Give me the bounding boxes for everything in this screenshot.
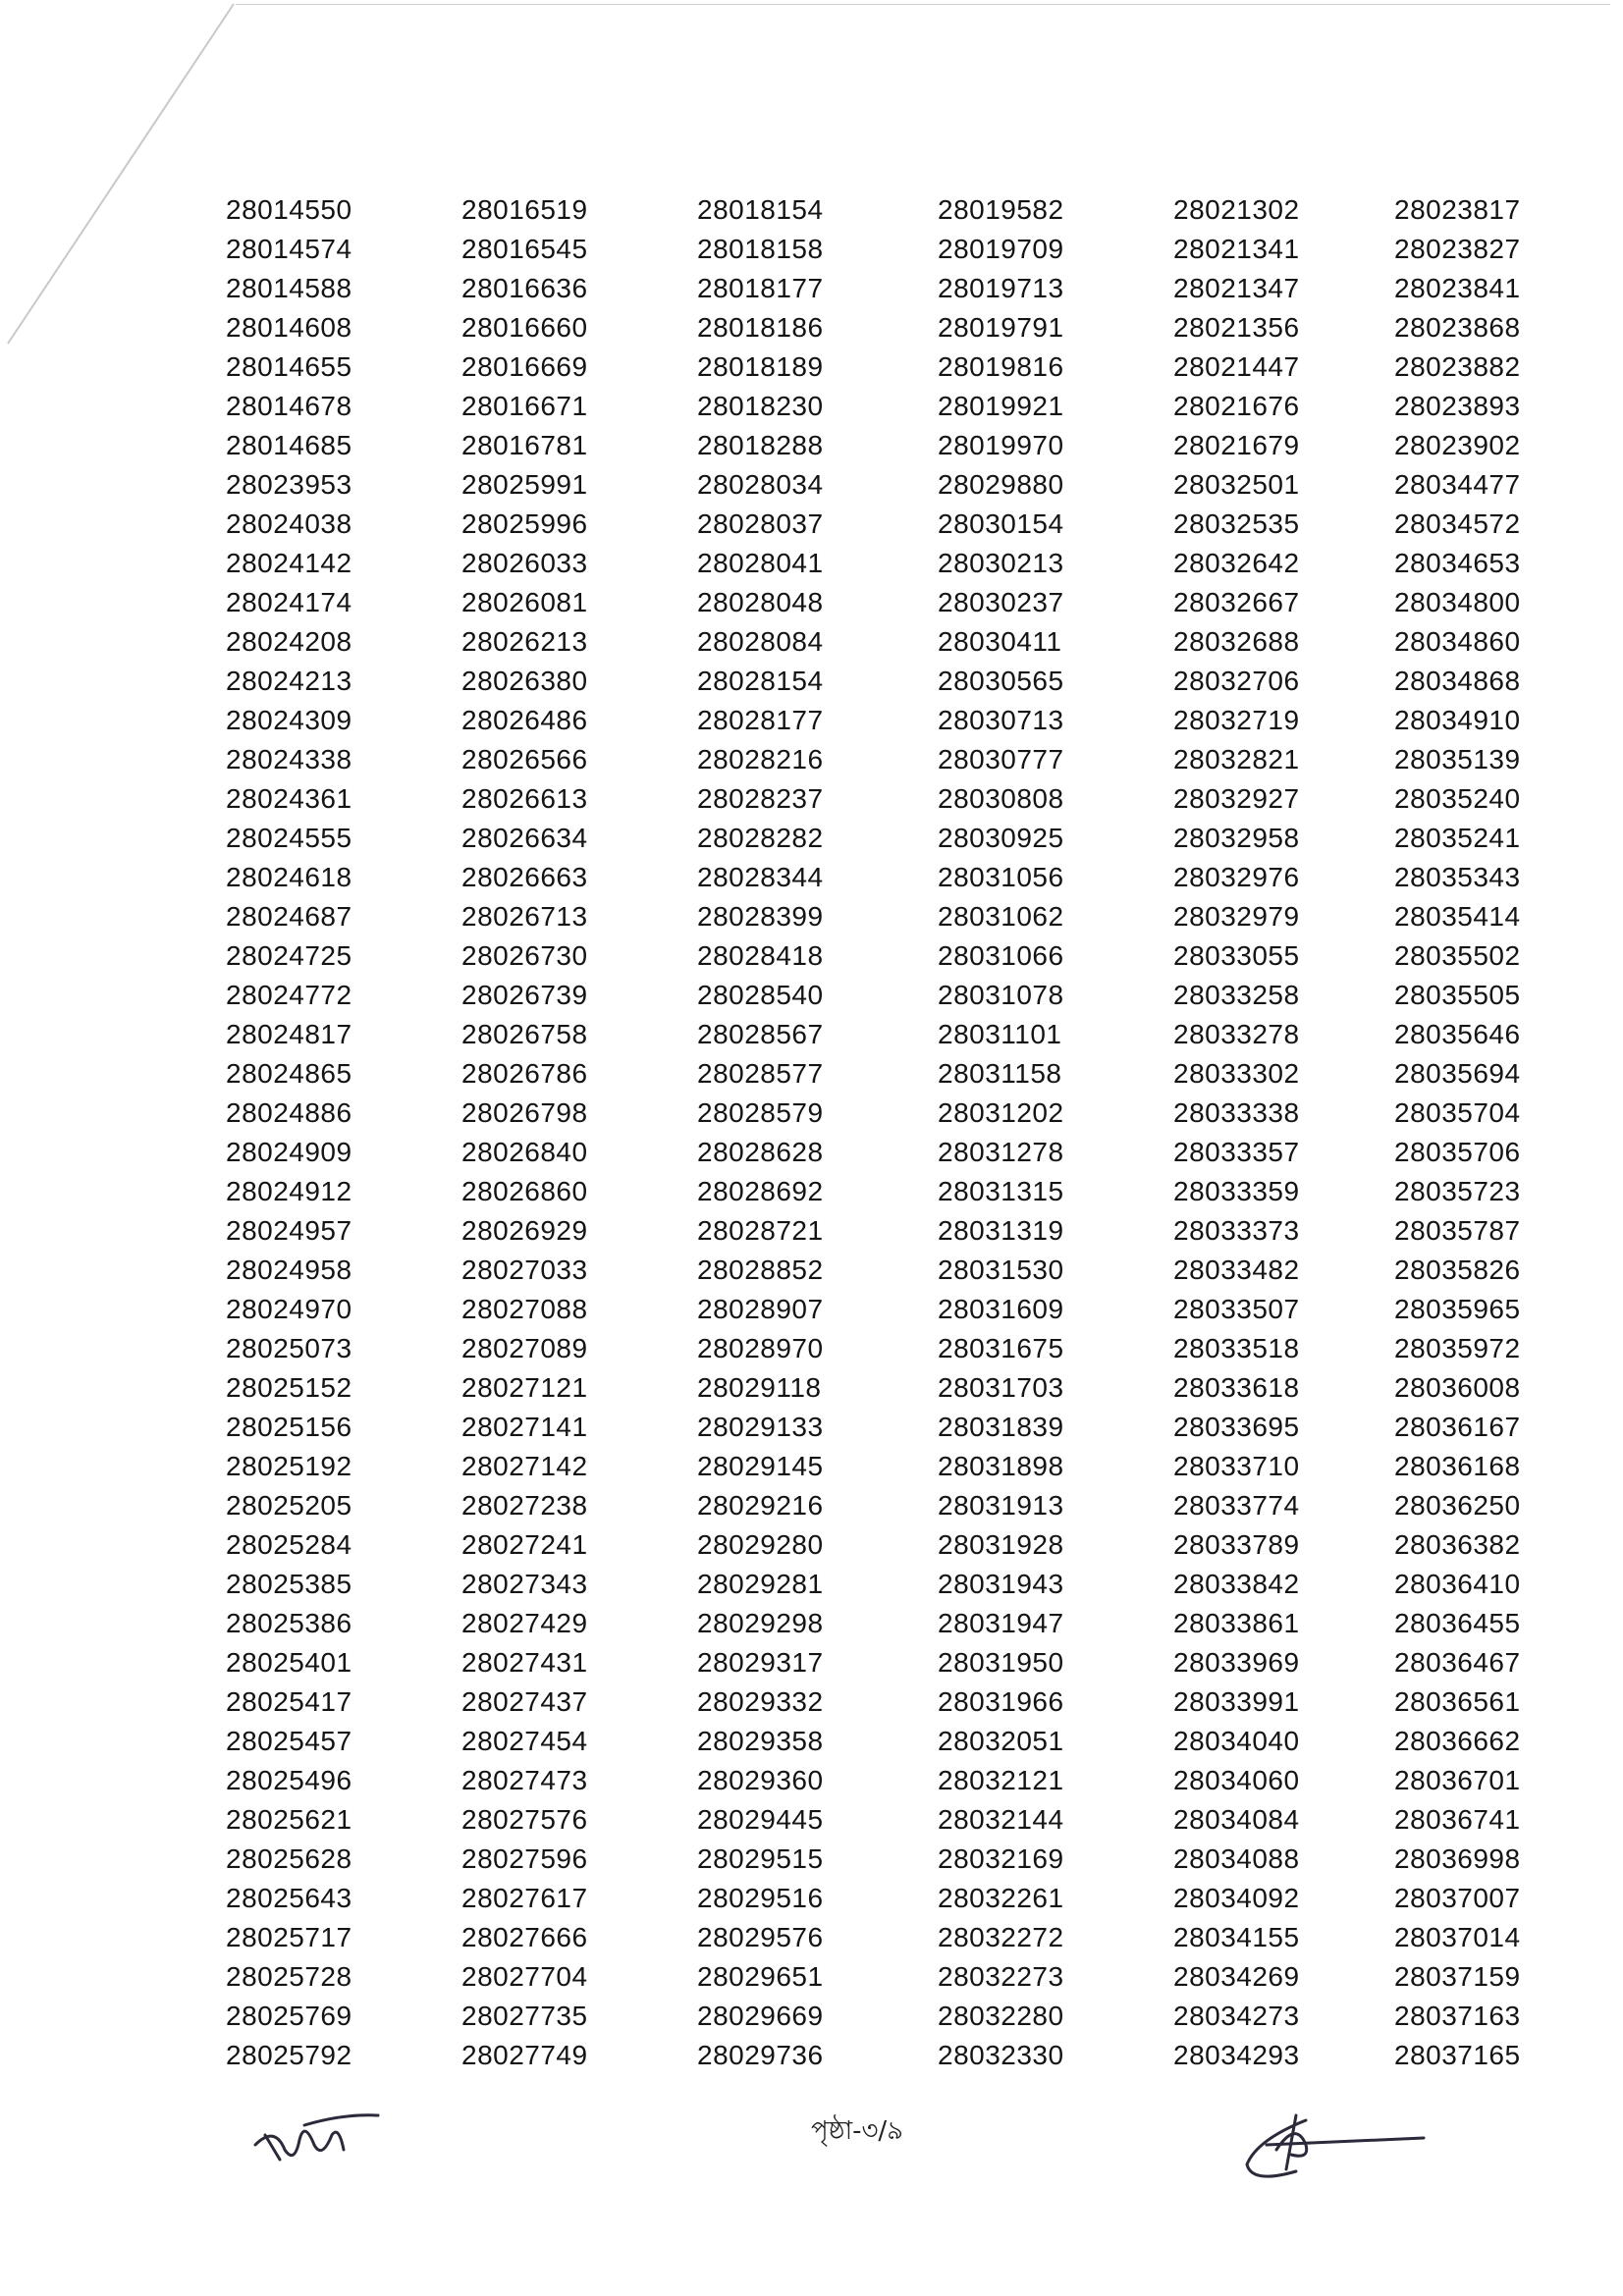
roll-number-cell: 28014685 <box>226 430 352 460</box>
roll-number-cell: 28023882 <box>1394 351 1521 382</box>
roll-number-cell: 28028048 <box>697 587 824 617</box>
roll-number-cell: 28032706 <box>1173 666 1300 696</box>
roll-number-cell: 28016660 <box>461 312 588 343</box>
roll-number-cell: 28035787 <box>1394 1215 1521 1246</box>
roll-number-cell: 28032979 <box>1173 901 1300 932</box>
roll-number-cell: 28035704 <box>1394 1097 1521 1128</box>
roll-number-cell: 28025643 <box>226 1883 352 1913</box>
roll-number-cell: 28026634 <box>461 823 588 853</box>
roll-number-cell: 28034477 <box>1394 469 1521 500</box>
roll-number-cell: 28033507 <box>1173 1294 1300 1324</box>
roll-number-cell: 28023893 <box>1394 391 1521 421</box>
roll-number-cell: 28024213 <box>226 666 352 696</box>
roll-number-cell: 28027749 <box>461 2040 588 2070</box>
roll-number-cell: 28027454 <box>461 1726 588 1756</box>
roll-number-cell: 28034653 <box>1394 548 1521 578</box>
roll-number-cell: 28031158 <box>938 1058 1062 1089</box>
roll-number-cell: 28031675 <box>938 1333 1064 1363</box>
roll-number-cell: 28031056 <box>938 862 1064 892</box>
roll-number-cell: 28023841 <box>1394 273 1521 303</box>
page-number: পৃষ্ঠা-৩/৯ <box>811 2116 904 2146</box>
roll-number-cell: 28028344 <box>697 862 824 892</box>
roll-number-cell: 28034273 <box>1173 2001 1300 2031</box>
roll-number-cell: 28027343 <box>461 1569 588 1599</box>
roll-number-cell: 28026798 <box>461 1097 588 1128</box>
roll-number-cell: 28027704 <box>461 1961 588 1992</box>
roll-number-cell: 28031202 <box>938 1097 1064 1128</box>
roll-number-cell: 28025401 <box>226 1647 352 1678</box>
roll-number-cell: 28036168 <box>1394 1451 1521 1481</box>
roll-column-2 <box>432 190 668 2075</box>
roll-number-cell: 28026758 <box>461 1019 588 1049</box>
roll-number-cell: 28033302 <box>1173 1058 1300 1089</box>
roll-number-cell: 28019791 <box>938 312 1064 343</box>
roll-number-cell: 28032272 <box>938 1922 1064 1952</box>
roll-number-cell: 28018154 <box>697 194 824 225</box>
roll-number-cell: 28027666 <box>461 1922 588 1952</box>
roll-number-cell: 28016781 <box>461 430 588 460</box>
roll-number-cell: 28021341 <box>1173 234 1300 264</box>
roll-number-cell: 28033278 <box>1173 1019 1300 1049</box>
roll-number-cell: 28032821 <box>1173 744 1300 774</box>
roll-number-cell: 28023902 <box>1394 430 1521 460</box>
roll-number-cell: 28027238 <box>461 1490 588 1521</box>
page-top-edge <box>236 4 1610 5</box>
roll-number-cell: 28028579 <box>697 1097 824 1128</box>
roll-number-cell: 28024865 <box>226 1058 352 1089</box>
roll-number-cell: 28024208 <box>226 626 352 657</box>
roll-number-cell: 28028577 <box>697 1058 824 1089</box>
roll-number-cell: 28024958 <box>226 1255 352 1285</box>
roll-number-cell: 28030411 <box>938 626 1062 657</box>
roll-number-cell: 28026033 <box>461 548 588 578</box>
roll-number-cell: 28031609 <box>938 1294 1064 1324</box>
roll-number-cell: 28034084 <box>1173 1804 1300 1835</box>
roll-number-cell: 28029515 <box>697 1843 824 1874</box>
roll-number-cell: 28035694 <box>1394 1058 1521 1089</box>
roll-number-cell: 28033789 <box>1173 1529 1300 1560</box>
roll-number-cell: 28021302 <box>1173 194 1300 225</box>
roll-number-cell: 28025621 <box>226 1804 352 1835</box>
roll-number-cell: 28031966 <box>938 1686 1064 1717</box>
roll-number-cell: 28025205 <box>226 1490 352 1521</box>
roll-number-cell: 28028037 <box>697 508 824 539</box>
roll-number-cell: 28029133 <box>697 1412 824 1442</box>
roll-number-cell: 28036561 <box>1394 1686 1521 1717</box>
roll-number-cell: 28029880 <box>938 469 1064 500</box>
roll-number-cell: 28033991 <box>1173 1686 1300 1717</box>
roll-number-cell: 28026213 <box>461 626 588 657</box>
roll-number-cell: 28036741 <box>1394 1804 1521 1835</box>
roll-number-cell: 28035505 <box>1394 980 1521 1010</box>
roll-number-cell: 28033618 <box>1173 1372 1300 1403</box>
roll-number-cell: 28025792 <box>226 2040 352 2070</box>
roll-number-cell: 28030925 <box>938 823 1064 853</box>
roll-number-cell: 28026486 <box>461 705 588 735</box>
roll-number-cell: 28014550 <box>226 194 352 225</box>
roll-number-cell: 28033359 <box>1173 1176 1300 1206</box>
roll-number-cell: 28029145 <box>697 1451 824 1481</box>
roll-number-cell: 28025386 <box>226 1608 352 1638</box>
right-signature-icon <box>1237 2101 1434 2189</box>
roll-number-cell: 28030777 <box>938 744 1064 774</box>
roll-number-cell: 28028237 <box>697 783 824 814</box>
roll-number-grid <box>196 190 1551 2075</box>
roll-number-cell: 28030565 <box>938 666 1064 696</box>
roll-number-cell: 28033055 <box>1173 940 1300 971</box>
roll-number-cell: 28031078 <box>938 980 1064 1010</box>
roll-number-cell: 28031066 <box>938 940 1064 971</box>
roll-number-cell: 28021347 <box>1173 273 1300 303</box>
roll-number-cell: 28033482 <box>1173 1255 1300 1285</box>
roll-number-cell: 28029651 <box>697 1961 824 1992</box>
roll-number-cell: 28024687 <box>226 901 352 932</box>
roll-number-cell: 28033969 <box>1173 1647 1300 1678</box>
roll-number-cell: 28027033 <box>461 1255 588 1285</box>
roll-number-cell: 28024309 <box>226 705 352 735</box>
roll-number-cell: 28035240 <box>1394 783 1521 814</box>
roll-number-cell: 28025385 <box>226 1569 352 1599</box>
roll-number-cell: 28033842 <box>1173 1569 1300 1599</box>
roll-number-cell: 28027142 <box>461 1451 588 1481</box>
roll-number-cell: 28036250 <box>1394 1490 1521 1521</box>
roll-number-cell: 28016671 <box>461 391 588 421</box>
roll-number-cell: 28029736 <box>697 2040 824 2070</box>
roll-number-cell: 28031530 <box>938 1255 1064 1285</box>
roll-column-6 <box>1365 190 1551 2075</box>
roll-number-cell: 28036382 <box>1394 1529 1521 1560</box>
roll-number-cell: 28024618 <box>226 862 352 892</box>
roll-number-cell: 28032501 <box>1173 469 1300 500</box>
roll-number-cell: 28016669 <box>461 351 588 382</box>
roll-number-cell: 28034572 <box>1394 508 1521 539</box>
roll-number-cell: 28035706 <box>1394 1137 1521 1167</box>
roll-number-cell: 28019713 <box>938 273 1064 303</box>
roll-number-cell: 28025457 <box>226 1726 352 1756</box>
roll-number-cell: 28033710 <box>1173 1451 1300 1481</box>
roll-number-cell: 28029298 <box>697 1608 824 1638</box>
roll-number-cell: 28033861 <box>1173 1608 1300 1638</box>
roll-number-cell: 28028216 <box>697 744 824 774</box>
roll-number-cell: 28033518 <box>1173 1333 1300 1363</box>
roll-number-cell: 28019816 <box>938 351 1064 382</box>
roll-number-cell: 28024361 <box>226 783 352 814</box>
roll-number-cell: 28031278 <box>938 1137 1064 1167</box>
roll-number-cell: 28016545 <box>461 234 588 264</box>
roll-number-cell: 28024038 <box>226 508 352 539</box>
roll-number-cell: 28026860 <box>461 1176 588 1206</box>
roll-number-cell: 28032927 <box>1173 783 1300 814</box>
roll-number-cell: 28029445 <box>697 1804 824 1835</box>
roll-number-cell: 28025417 <box>226 1686 352 1717</box>
roll-number-cell: 28029118 <box>697 1372 822 1403</box>
roll-column-3 <box>668 190 908 2075</box>
roll-number-cell: 28032280 <box>938 2001 1064 2031</box>
roll-number-cell: 28021679 <box>1173 430 1300 460</box>
roll-number-cell: 28036167 <box>1394 1412 1521 1442</box>
roll-number-cell: 28028907 <box>697 1294 824 1324</box>
roll-number-cell: 28032144 <box>938 1804 1064 1835</box>
left-signature-icon <box>245 2106 393 2174</box>
roll-number-cell: 28032667 <box>1173 587 1300 617</box>
roll-number-cell: 28025284 <box>226 1529 352 1560</box>
roll-number-cell: 28032958 <box>1173 823 1300 853</box>
roll-number-cell: 28034910 <box>1394 705 1521 735</box>
roll-column-1 <box>196 190 432 2075</box>
roll-number-cell: 28036662 <box>1394 1726 1521 1756</box>
roll-number-cell: 28027121 <box>461 1372 588 1403</box>
roll-number-cell: 28018186 <box>697 312 824 343</box>
roll-number-cell: 28034269 <box>1173 1961 1300 1992</box>
roll-number-cell: 28030213 <box>938 548 1064 578</box>
roll-number-cell: 28016519 <box>461 194 588 225</box>
roll-number-cell: 28037159 <box>1394 1961 1521 1992</box>
roll-number-cell: 28025152 <box>226 1372 352 1403</box>
roll-number-cell: 28026739 <box>461 980 588 1010</box>
roll-number-cell: 28028041 <box>697 548 824 578</box>
roll-number-cell: 28027576 <box>461 1804 588 1835</box>
roll-number-cell: 28028970 <box>697 1333 824 1363</box>
roll-number-cell: 28033357 <box>1173 1137 1300 1167</box>
roll-number-cell: 28029280 <box>697 1529 824 1560</box>
roll-number-cell: 28031950 <box>938 1647 1064 1678</box>
roll-number-cell: 28028034 <box>697 469 824 500</box>
roll-number-cell: 28035139 <box>1394 744 1521 774</box>
roll-number-cell: 28026730 <box>461 940 588 971</box>
roll-number-cell: 28018189 <box>697 351 824 382</box>
roll-number-cell: 28037165 <box>1394 2040 1521 2070</box>
roll-number-cell: 28024970 <box>226 1294 352 1324</box>
roll-number-cell: 28032051 <box>938 1726 1064 1756</box>
roll-number-cell: 28034293 <box>1173 2040 1300 2070</box>
roll-number-cell: 28033373 <box>1173 1215 1300 1246</box>
roll-number-cell: 28025073 <box>226 1333 352 1363</box>
roll-number-cell: 28029516 <box>697 1883 824 1913</box>
roll-number-cell: 28026663 <box>461 862 588 892</box>
roll-number-cell: 28027429 <box>461 1608 588 1638</box>
roll-number-cell: 28029332 <box>697 1686 824 1717</box>
roll-number-cell: 28019921 <box>938 391 1064 421</box>
roll-number-cell: 28025496 <box>226 1765 352 1795</box>
roll-number-cell: 28031928 <box>938 1529 1064 1560</box>
roll-number-cell: 28029216 <box>697 1490 824 1521</box>
roll-number-cell: 28034800 <box>1394 587 1521 617</box>
roll-number-cell: 28027431 <box>461 1647 588 1678</box>
roll-number-cell: 28036455 <box>1394 1608 1521 1638</box>
roll-number-cell: 28031062 <box>938 901 1064 932</box>
roll-number-cell: 28014588 <box>226 273 352 303</box>
roll-number-cell: 28034860 <box>1394 626 1521 657</box>
roll-number-cell: 28030808 <box>938 783 1064 814</box>
roll-number-cell: 28024555 <box>226 823 352 853</box>
roll-number-cell: 28034155 <box>1173 1922 1300 1952</box>
roll-number-cell: 28032688 <box>1173 626 1300 657</box>
roll-number-cell: 28028084 <box>697 626 824 657</box>
roll-number-cell: 28035343 <box>1394 862 1521 892</box>
roll-number-cell: 28023817 <box>1394 194 1521 225</box>
roll-number-cell: 28029281 <box>697 1569 824 1599</box>
roll-number-cell: 28029576 <box>697 1922 824 1952</box>
roll-number-cell: 28028282 <box>697 823 824 853</box>
roll-number-cell: 28027735 <box>461 2001 588 2031</box>
roll-number-cell: 28028692 <box>697 1176 824 1206</box>
roll-number-cell: 28034092 <box>1173 1883 1300 1913</box>
roll-number-cell: 28025628 <box>226 1843 352 1874</box>
roll-number-cell: 28019709 <box>938 234 1064 264</box>
roll-number-cell: 28027089 <box>461 1333 588 1363</box>
roll-number-cell: 28026786 <box>461 1058 588 1089</box>
roll-number-cell: 28024772 <box>226 980 352 1010</box>
roll-number-cell: 28027088 <box>461 1294 588 1324</box>
roll-number-cell: 28028418 <box>697 940 824 971</box>
roll-number-cell: 28030154 <box>938 508 1064 539</box>
roll-number-cell: 28018288 <box>697 430 824 460</box>
roll-number-cell: 28024909 <box>226 1137 352 1167</box>
roll-number-cell: 28035502 <box>1394 940 1521 971</box>
roll-number-cell: 28028540 <box>697 980 824 1010</box>
roll-number-cell: 28026081 <box>461 587 588 617</box>
roll-number-cell: 28034060 <box>1173 1765 1300 1795</box>
roll-number-cell: 28034868 <box>1394 666 1521 696</box>
roll-number-cell: 28031703 <box>938 1372 1064 1403</box>
roll-number-cell: 28032976 <box>1173 862 1300 892</box>
roll-number-cell: 28026566 <box>461 744 588 774</box>
roll-number-cell: 28031943 <box>938 1569 1064 1599</box>
roll-number-cell: 28027617 <box>461 1883 588 1913</box>
roll-number-cell: 28026929 <box>461 1215 588 1246</box>
roll-column-5 <box>1144 190 1365 2075</box>
roll-number-cell: 28024338 <box>226 744 352 774</box>
roll-number-cell: 28032535 <box>1173 508 1300 539</box>
roll-number-cell: 28032719 <box>1173 705 1300 735</box>
roll-number-cell: 28024142 <box>226 548 352 578</box>
roll-number-cell: 28019970 <box>938 430 1064 460</box>
roll-number-cell: 28023953 <box>226 469 352 500</box>
roll-number-cell: 28030713 <box>938 705 1064 735</box>
roll-number-cell: 28029317 <box>697 1647 824 1678</box>
roll-number-cell: 28026713 <box>461 901 588 932</box>
roll-number-cell: 28021676 <box>1173 391 1300 421</box>
roll-number-cell: 28024174 <box>226 587 352 617</box>
roll-number-cell: 28025728 <box>226 1961 352 1992</box>
roll-number-cell: 28028852 <box>697 1255 824 1285</box>
roll-number-cell: 28028567 <box>697 1019 824 1049</box>
roll-number-cell: 28025192 <box>226 1451 352 1481</box>
roll-number-cell: 28024817 <box>226 1019 352 1049</box>
roll-number-cell: 28036410 <box>1394 1569 1521 1599</box>
roll-number-cell: 28031947 <box>938 1608 1064 1638</box>
roll-number-cell: 28037007 <box>1394 1883 1521 1913</box>
roll-number-cell: 28032121 <box>938 1765 1064 1795</box>
roll-number-cell: 28031898 <box>938 1451 1064 1481</box>
roll-number-cell: 28028177 <box>697 705 824 735</box>
roll-number-cell: 28018177 <box>697 273 824 303</box>
roll-number-cell: 28021356 <box>1173 312 1300 343</box>
roll-number-cell: 28033338 <box>1173 1097 1300 1128</box>
roll-number-cell: 28035241 <box>1394 823 1521 853</box>
roll-number-cell: 28023868 <box>1394 312 1521 343</box>
roll-number-cell: 28035414 <box>1394 901 1521 932</box>
roll-number-cell: 28026380 <box>461 666 588 696</box>
roll-number-cell: 28014655 <box>226 351 352 382</box>
roll-number-cell: 28033258 <box>1173 980 1300 1010</box>
roll-number-cell: 28021447 <box>1173 351 1300 382</box>
roll-number-cell: 28037163 <box>1394 2001 1521 2031</box>
roll-number-cell: 28027596 <box>461 1843 588 1874</box>
roll-number-cell: 28019582 <box>938 194 1064 225</box>
roll-number-cell: 28031839 <box>938 1412 1064 1442</box>
roll-number-cell: 28032261 <box>938 1883 1064 1913</box>
roll-number-cell: 28033774 <box>1173 1490 1300 1521</box>
roll-number-cell: 28025996 <box>461 508 588 539</box>
roll-number-cell: 28037014 <box>1394 1922 1521 1952</box>
roll-column-4 <box>908 190 1144 2075</box>
roll-number-cell: 28030237 <box>938 587 1064 617</box>
roll-number-cell: 28035723 <box>1394 1176 1521 1206</box>
roll-number-cell: 28014574 <box>226 234 352 264</box>
roll-number-cell: 28024725 <box>226 940 352 971</box>
roll-number-cell: 28025156 <box>226 1412 352 1442</box>
roll-number-cell: 28033695 <box>1173 1412 1300 1442</box>
roll-number-cell: 28014608 <box>226 312 352 343</box>
roll-number-cell: 28031315 <box>938 1176 1064 1206</box>
roll-number-cell: 28027241 <box>461 1529 588 1560</box>
roll-number-cell: 28036467 <box>1394 1647 1521 1678</box>
roll-number-cell: 28024886 <box>226 1097 352 1128</box>
roll-number-cell: 28029669 <box>697 2001 824 2031</box>
roll-number-cell: 28027141 <box>461 1412 588 1442</box>
roll-number-cell: 28024912 <box>226 1176 352 1206</box>
roll-number-cell: 28035972 <box>1394 1333 1521 1363</box>
roll-number-cell: 28016636 <box>461 273 588 303</box>
roll-number-cell: 28029360 <box>697 1765 824 1795</box>
roll-number-cell: 28035826 <box>1394 1255 1521 1285</box>
roll-number-cell: 28028399 <box>697 901 824 932</box>
roll-number-cell: 28032642 <box>1173 548 1300 578</box>
roll-number-cell: 28034088 <box>1173 1843 1300 1874</box>
roll-number-cell: 28029358 <box>697 1726 824 1756</box>
roll-number-cell: 28035965 <box>1394 1294 1521 1324</box>
roll-number-cell: 28036701 <box>1394 1765 1521 1795</box>
roll-number-cell: 28031101 <box>938 1019 1062 1049</box>
roll-number-cell: 28025717 <box>226 1922 352 1952</box>
roll-number-cell: 28034040 <box>1173 1726 1300 1756</box>
roll-number-cell: 28032273 <box>938 1961 1064 1992</box>
roll-number-cell: 28014678 <box>226 391 352 421</box>
roll-number-cell: 28028628 <box>697 1137 824 1167</box>
roll-number-cell: 28031319 <box>938 1215 1064 1246</box>
roll-number-cell: 28018158 <box>697 234 824 264</box>
roll-number-cell: 28026613 <box>461 783 588 814</box>
roll-number-cell: 28032169 <box>938 1843 1064 1874</box>
roll-number-cell: 28028721 <box>697 1215 824 1246</box>
roll-number-cell: 28032330 <box>938 2040 1064 2070</box>
roll-number-cell: 28036998 <box>1394 1843 1521 1874</box>
roll-number-cell: 28025991 <box>461 469 588 500</box>
roll-number-cell: 28035646 <box>1394 1019 1521 1049</box>
roll-number-cell: 28023827 <box>1394 234 1521 264</box>
roll-number-cell: 28036008 <box>1394 1372 1521 1403</box>
roll-number-cell: 28027437 <box>461 1686 588 1717</box>
roll-number-cell: 28025769 <box>226 2001 352 2031</box>
roll-number-cell: 28027473 <box>461 1765 588 1795</box>
roll-number-cell: 28028154 <box>697 666 824 696</box>
roll-number-cell: 28026840 <box>461 1137 588 1167</box>
roll-number-cell: 28031913 <box>938 1490 1064 1521</box>
roll-number-cell: 28024957 <box>226 1215 352 1246</box>
roll-number-cell: 28018230 <box>697 391 824 421</box>
